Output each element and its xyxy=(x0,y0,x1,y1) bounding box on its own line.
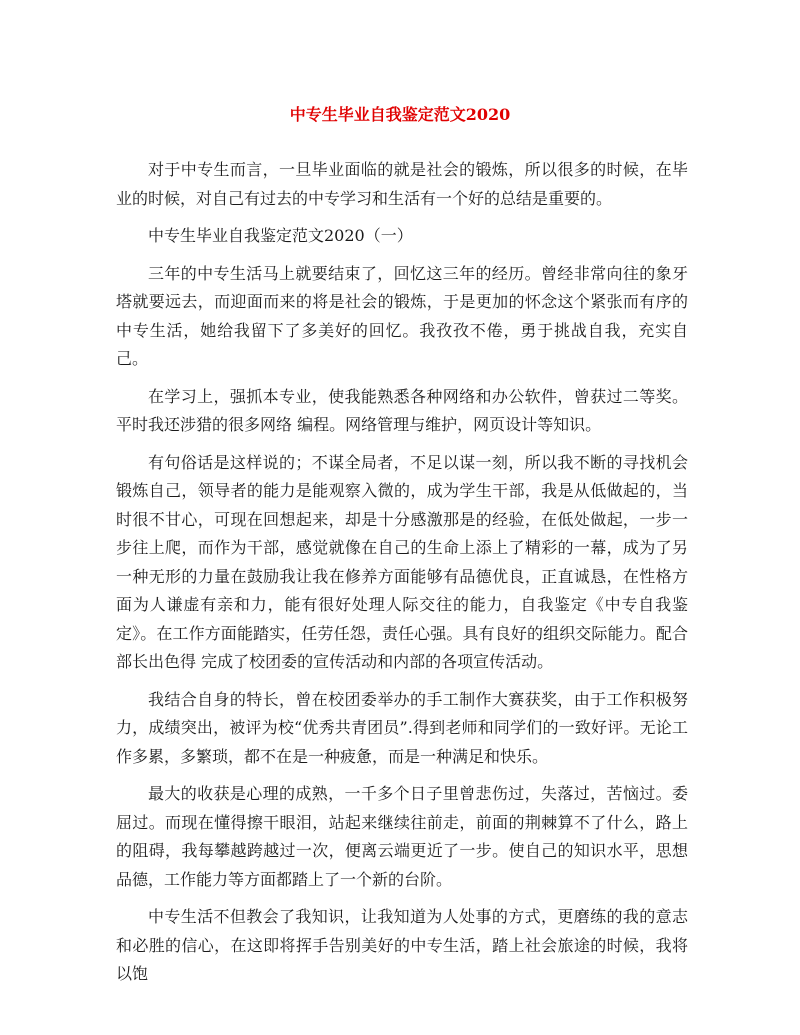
paragraph-three-years: 三年的中专生活马上就要结束了，回忆这三年的经历。曾经非常向往的象牙塔就要远去，而迎面而来的将是社会的锻炼，于是更加的怀念这个紧张而有序的中专生活，她给我留下了多美好的回忆。我孜孜不倦，勇于挑战自我，充实自己。 xyxy=(116,263,688,368)
paragraph-section-heading: 中专生毕业自我鉴定范文2020（一） xyxy=(148,226,413,245)
paragraph-awards: 我结合自身的特长，曾在校团委举办的手工制作大赛获奖，由于工作积极努力，成绩突出，被评为校“优秀共青团员”.得到老师和同学们的一致好评。无论工作多累，多繁琐，都不在是一种疲惫，而是一种满足和快乐。 xyxy=(116,689,688,766)
document-title: 中专生毕业自我鉴定范文2020 xyxy=(289,105,511,124)
document-body xyxy=(116,156,688,998)
paragraph-leadership: 有句俗话是这样说的；不谋全局者，不足以谋一刻，所以我不断的寻找机会锻炼自己，领导者的能力是能观察入微的，成为学生干部，我是从低做起的，当时很不甘心，可现在回想起来，却是十分感激那是的经验，在低处做起，一步一步往上爬，而作为干部，感觉就像在自己的生命上添上了精彩的一幕，成为了另一种无形的力量在鼓励我让我在修养方面能够有品德优良，正直诚恳，在性格方面为人谦虚有亲和力，能有很好处理人际交往的能力，自我鉴定《中专自我鉴定》。在工作方面能踏实，任劳任怨，责任心强。具有良好的组织交际能力。配合部长出色得 完成了校团委的宣传活动和内部的各项宣传活动。 xyxy=(116,452,688,671)
paragraph-closing: 中专生活不但教会了我知识，让我知道为人处事的方式，更磨练的我的意志和必胜的信心，在这即将挥手告别美好的中专生活，踏上社会旅途的时候，我将以饱 xyxy=(116,907,688,983)
paragraph-growth: 最大的收获是心理的成熟，一千多个日子里曾悲伤过，失落过，苦恼过。委屈过。而现在懂得擦干眼泪，站起来继续往前走，前面的荆棘算不了什么，路上的阻碍，我每攀越跨越过一次，便离云端更近了一步。使自己的知识水平，思想品德，工作能力等方面都踏上了一个新的台阶。 xyxy=(116,784,688,889)
paragraph-study: 在学习上，强抓本专业，使我能熟悉各种网络和办公软件，曾获过二等奖。平时我还涉猎的很多网络 编程。网络管理与维护，网页设计等知识。 xyxy=(116,386,688,434)
paragraph-intro: 对于中专生而言，一旦毕业面临的就是社会的锻炼，所以很多的时候，在毕业的时候，对自己有过去的中专学习和生活有一个好的总结是重要的。 xyxy=(116,160,688,208)
